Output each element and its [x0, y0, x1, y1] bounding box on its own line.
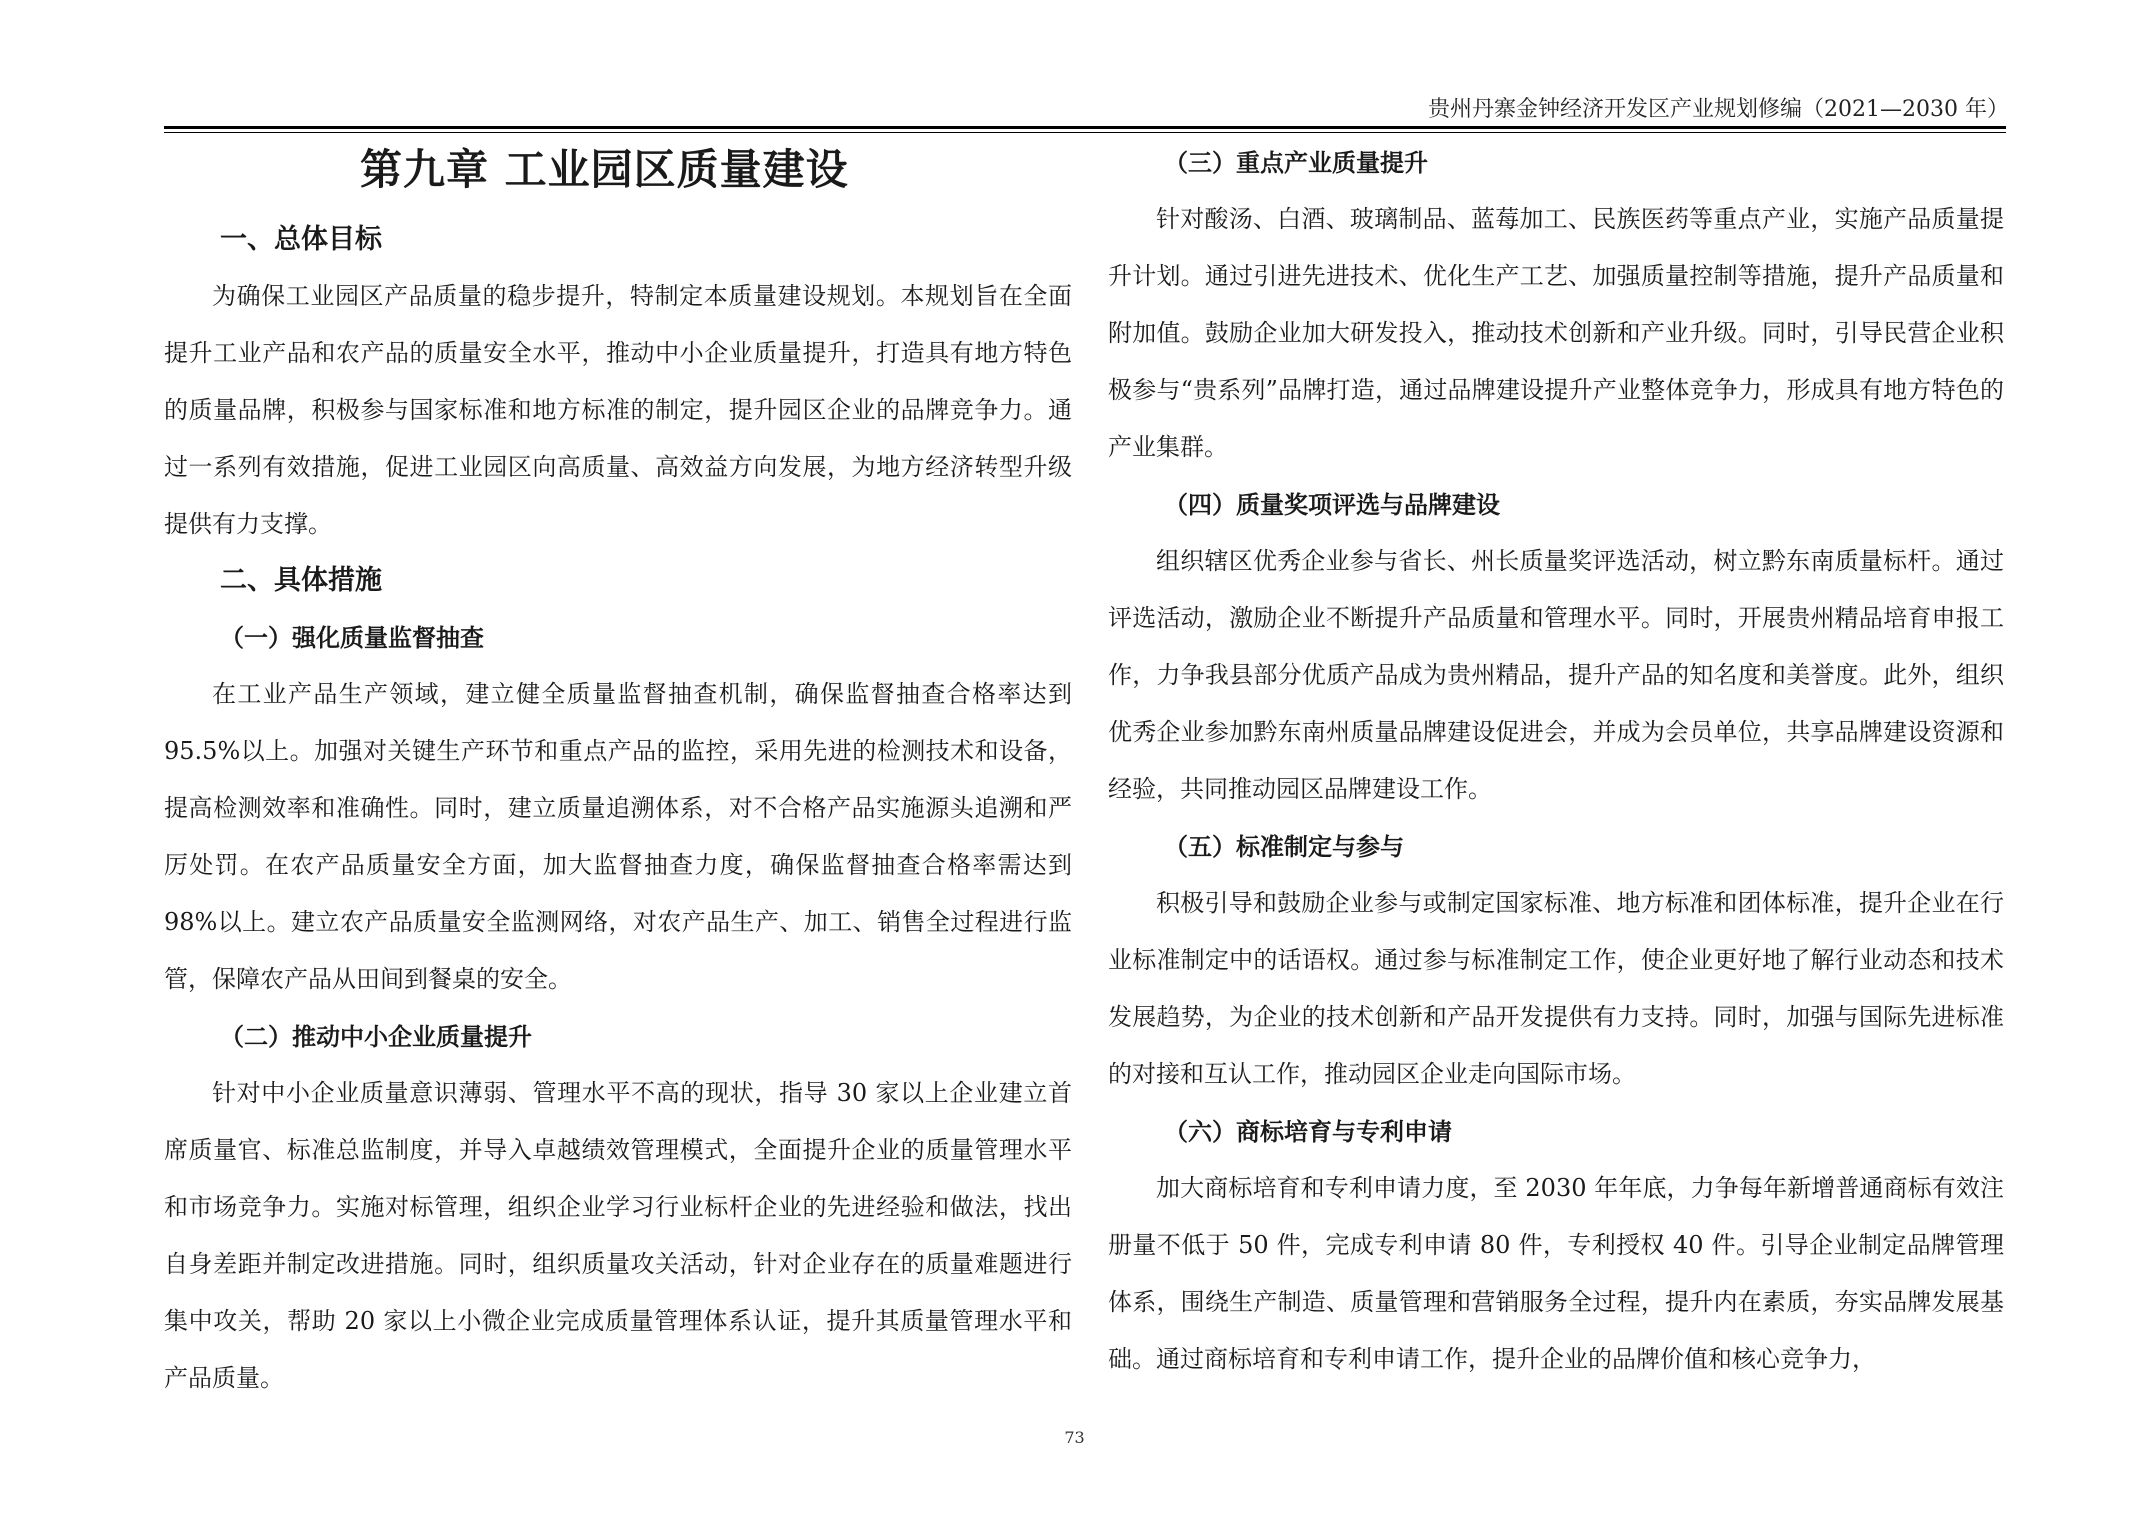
paragraph-overall-goals: 为确保工业园区产品质量的稳步提升，特制定本质量建设规划。本规划旨在全面提升工业产品和农产品的质量安全水平，推动中小企业质量提升，打造具有地方特色的质量品牌，积极参与国家标准和地方标准的制定，提升园区企业的品牌竞争力。通过一系列有效措施，促进工业园区向高质量、高效益方向发展，为地方经济转型升级提供有力支撑。	[164, 282, 1072, 538]
page-number: 73	[1064, 1428, 1085, 1447]
sub-heading-quality-supervision: （一）强化质量监督抽查	[220, 623, 484, 652]
right-column	[1108, 134, 2004, 1424]
section-heading-overall-goals: 一、总体目标	[220, 224, 382, 255]
sub-heading-trademarks-patents: （六）商标培育与专利申请	[1164, 1117, 1452, 1146]
paragraph-trademarks-patents: 加大商标培育和专利申请力度，至 2030 年年底，力争每年新增普通商标有效注册量不低于 50 件，完成专利申请 80 件，专利授权 40 件。引导企业制定品牌管理体系，围绕生产制造、质量管理和营销服务全过程，提升内在素质，夯实品牌发展基础。通过商标培育和专利申请工作，提升企业的品牌价值和核心竞争力，	[1108, 1174, 2004, 1373]
left-column	[164, 134, 1072, 1424]
paragraph-sme-quality: 针对中小企业质量意识薄弱、管理水平不高的现状，指导 30 家以上企业建立首席质量官、标准总监制度，并导入卓越绩效管理模式，全面提升企业的质量管理水平和市场竞争力。实施对标管理，组织企业学习行业标杆企业的先进经验和做法，找出自身差距并制定改进措施。同时，组织质量攻关活动，针对企业存在的质量难题进行集中攻关，帮助 20 家以上小微企业完成质量管理体系认证，提升其质量管理水平和产品质量。	[164, 1079, 1072, 1392]
header-rule-thick	[164, 126, 2006, 129]
sub-heading-sme-quality: （二）推动中小企业质量提升	[220, 1022, 532, 1051]
paragraph-quality-supervision: 在工业产品生产领域，建立健全质量监督抽查机制，确保监督抽查合格率达到 95.5%以上。加强对关键生产环节和重点产品的监控，采用先进的检测技术和设备，提高检测效率和准确性。同时，建立质量追溯体系，对不合格产品实施源头追溯和严厉处罚。在农产品质量安全方面，加大监督抽查力度，确保监督抽查合格率需达到 98%以上。建立农产品质量安全监测网络，对农产品生产、加工、销售全过程进行监管，保障农产品从田间到餐桌的安全。	[164, 680, 1072, 993]
sub-heading-standards: （五）标准制定与参与	[1164, 832, 1404, 861]
running-header: 贵州丹寨金钟经济开发区产业规划修编（2021—2030 年）	[1428, 97, 2009, 122]
paragraph-quality-awards: 组织辖区优秀企业参与省长、州长质量奖评选活动，树立黔东南质量标杆。通过评选活动，激励企业不断提升产品质量和管理水平。同时，开展贵州精品培育申报工作，力争我县部分优质产品成为贵州精品，提升产品的知名度和美誉度。此外，组织优秀企业参加黔东南州质量品牌建设促进会，并成为会员单位，共享品牌建设资源和经验，共同推动园区品牌建设工作。	[1108, 547, 2004, 803]
paragraph-key-industry-quality: 针对酸汤、白酒、玻璃制品、蓝莓加工、民族医药等重点产业，实施产品质量提升计划。通过引进先进技术、优化生产工艺、加强质量控制等措施，提升产品质量和附加值。鼓励企业加大研发投入，推动技术创新和产业升级。同时，引导民营企业积极参与“贵系列”品牌打造，通过品牌建设提升产业整体竞争力，形成具有地方特色的产业集群。	[1108, 205, 2004, 461]
chapter-title: 第九章 工业园区质量建设	[360, 145, 849, 194]
header-rule-thin	[164, 132, 2006, 133]
section-heading-specific-measures: 二、具体措施	[220, 565, 382, 596]
sub-heading-key-industry-quality: （三）重点产业质量提升	[1164, 148, 1428, 177]
sub-heading-quality-awards: （四）质量奖项评选与品牌建设	[1164, 490, 1500, 519]
paragraph-standards: 积极引导和鼓励企业参与或制定国家标准、地方标准和团体标准，提升企业在行业标准制定中的话语权。通过参与标准制定工作，使企业更好地了解行业动态和技术发展趋势，为企业的技术创新和产品开发提供有力支持。同时，加强与国际先进标准的对接和互认工作，推动园区企业走向国际市场。	[1108, 889, 2004, 1088]
